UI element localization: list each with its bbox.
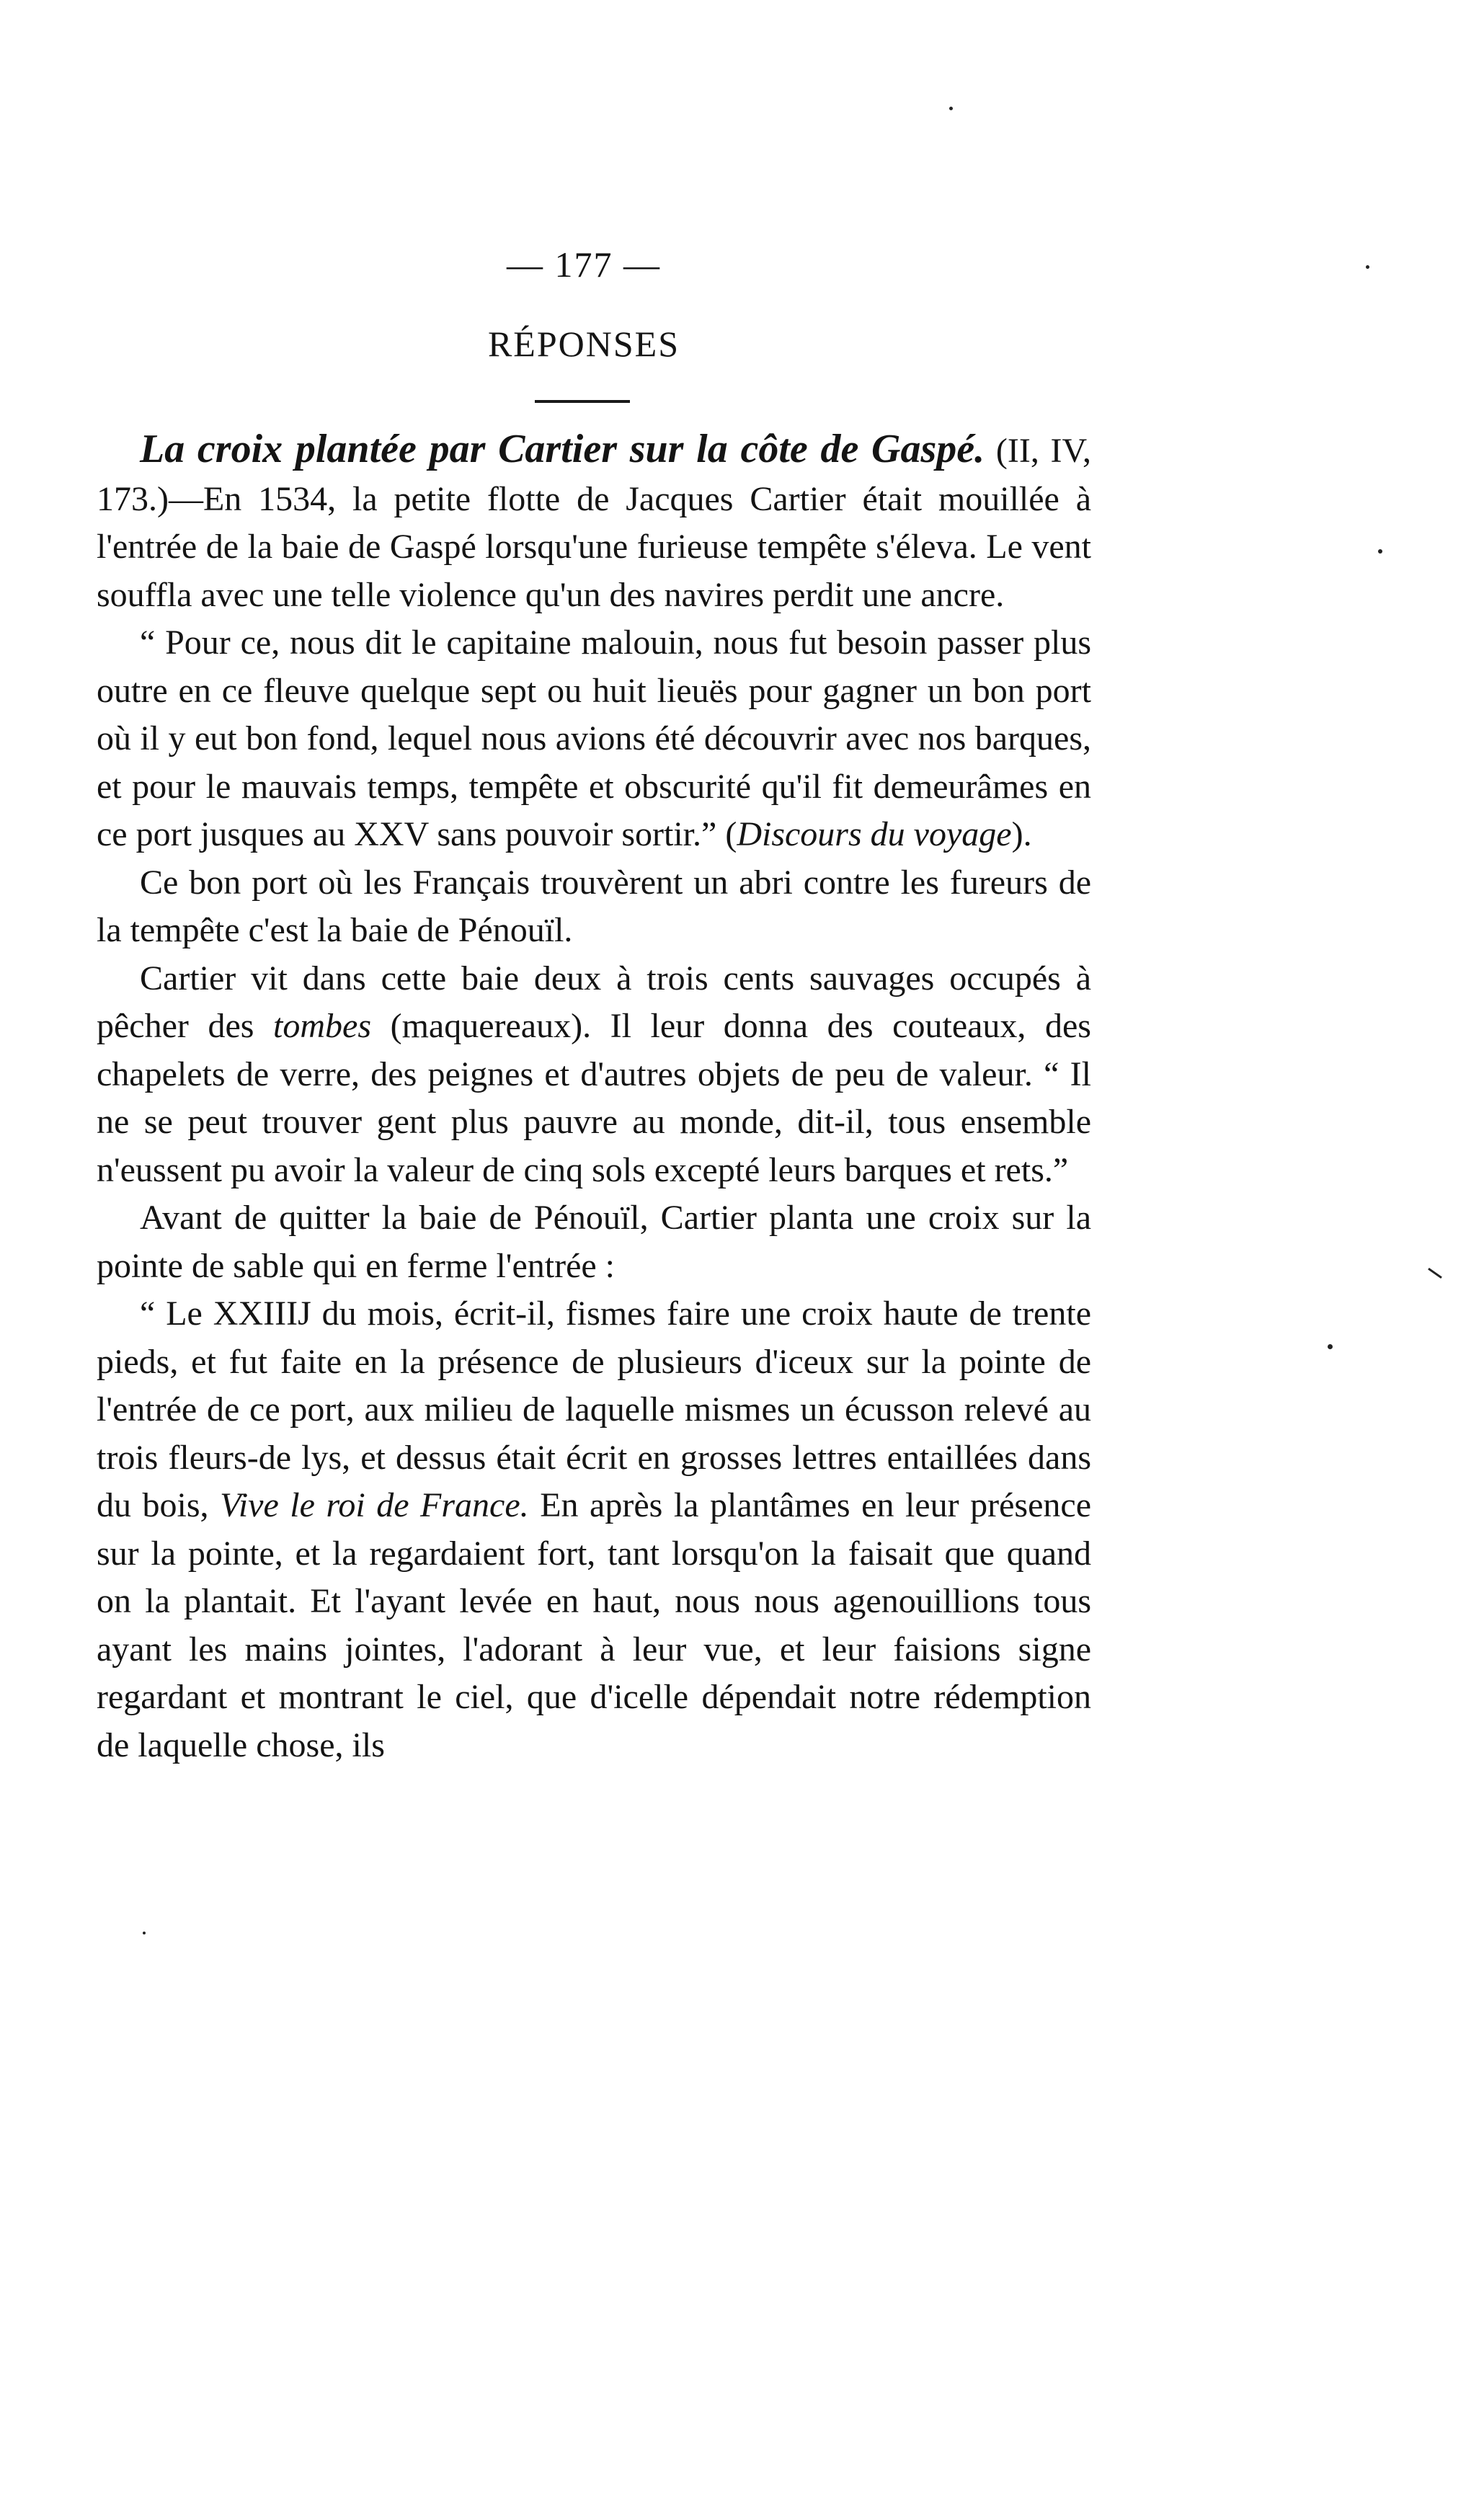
scan-mark [1428, 1268, 1442, 1279]
scan-speck [1378, 549, 1382, 554]
paragraph-4-term: tombes [273, 1007, 372, 1045]
paragraph-1 [97, 425, 1091, 619]
scan-speck [143, 1932, 146, 1934]
paragraph-6-text-b: En après la plantâmes en leur présence sur la pointe, et la regardaient fort, tant lorsqu'on la faisait que quand on la plantait. Et l'ayant levée en haut, nous nous agenouillions tous ayant les mains jointes, l'adorant à leur vue, et leur faisions signe regardant et montrant le ciel, que d'icelle dépendait notre rédemption de laquelle chose, ils [97, 1486, 1091, 1764]
page-number: — 177 — [507, 244, 661, 285]
title-rule [535, 400, 630, 403]
paragraph-6-motto: Vive le roi de France. [220, 1486, 529, 1524]
paragraph-4-text-a: Cartier vit dans cette baie deux à trois cents sauvages occupés à pêcher des [97, 959, 1091, 1045]
paragraph-6-text-a: “ Le XXIIIJ du mois, écrit-il, fismes faire une croix haute de trente pieds, et fut faite en la présence de plusieurs d'iceux sur la pointe de l'entrée de ce port, aux milieu de laquelle mismes un écusson relevé au trois fleurs-de lys, et dessus était écrit en grosses lettres entaillées dans du bois, [97, 1294, 1091, 1524]
scan-speck [1366, 265, 1369, 269]
paragraph-4 [97, 955, 1091, 1195]
section-title: RÉPONSES [487, 324, 680, 364]
paragraph-5: Avant de quitter la baie de Pénouïl, Cartier planta une croix sur la pointe de sable qui en ferme l'entrée : [97, 1199, 1091, 1285]
article-body [97, 425, 1091, 1769]
paragraph-2-source: Discours du voyage [737, 815, 1012, 853]
paragraph-2-text: “ Pour ce, nous dit le capitaine malouin, nous fut besoin passer plus outre en ce fleuve quelque sept ou huit lieuës pour gagner un bon port où il y eut bon fond, lequel nous avions été découvrir avec nos barques, et pour le mauvais temps, tempête et obscurité qu'il fit demeurâmes en ce port jusques au XXV sans pouvoir sortir.” ( [97, 623, 1091, 853]
scan-speck [949, 107, 953, 110]
scan-speck [1328, 1344, 1333, 1349]
paragraph-2-end: ). [1011, 815, 1032, 853]
paragraph-6 [97, 1290, 1091, 1769]
paragraph-3: Ce bon port où les Français trouvèrent un abri contre les fureurs de la tempête c'est la baie de Pénouïl. [97, 863, 1091, 949]
article-reference: (II, IV, 173.)— [97, 432, 1092, 518]
paragraph-4-text-b: (maquereaux). Il leur donna des couteaux, des chapelets de verre, des peignes et d'autres objets de peu de valeur. “ Il ne se peut trouver gent plus pauvre au monde, dit-il, tous ensemble n'eussent pu avoir la valeur de cinq sols excepté leurs barques et rets.” [97, 1007, 1091, 1189]
article-headline: La croix plantée par Cartier sur la côte de Gaspé. [140, 427, 985, 471]
paragraph-1-text: En 1534, la petite flotte de Jacques Cartier était mouillée à l'entrée de la baie de Gaspé lorsqu'une furieuse tempête s'éleva. Le vent souffla avec une telle violence qu'un des navires perdit une ancre. [97, 479, 1091, 614]
paragraph-2 [97, 619, 1091, 859]
